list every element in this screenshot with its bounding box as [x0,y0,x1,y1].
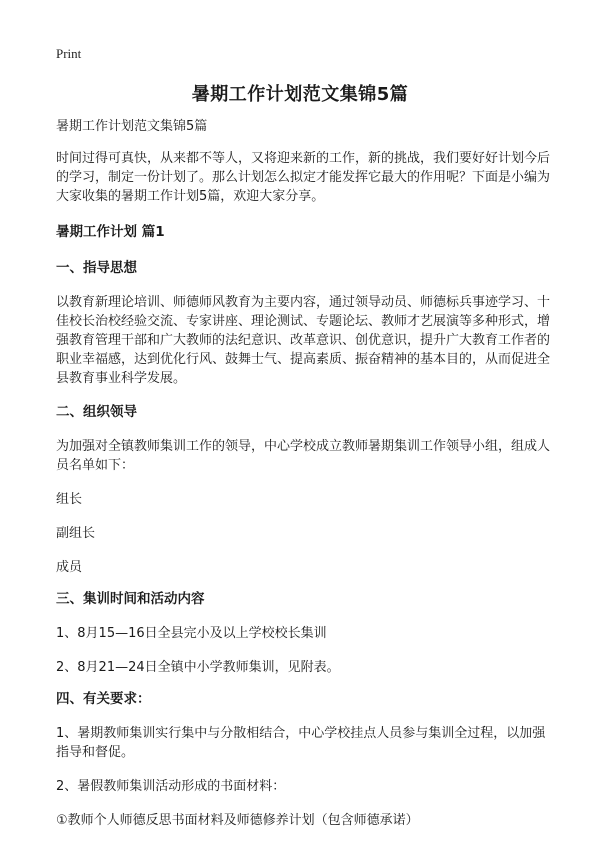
part-title: 暑期工作计划 篇1 [56,224,165,240]
intro-paragraph: 时间过得可真快，从来都不等人，又将迎来新的工作，新的挑战，我们要好好计划今后的学习，制定一份计划了。那么计划怎么拟定才能发挥它最大的作用呢？下面是小编为大家收集的暑期工作计划5篇，欢迎大家分享。 [56,151,551,204]
print-link[interactable]: Print [56,46,82,61]
requirement-item-1: 1、暑期教师集训实行集中与分散相结合，中心学校挂点人员参与集训全过程，以加强指导和督促。 [56,726,546,760]
schedule-item-2: 2、8月21—24日全镇中小学教师集训，见附表。 [56,660,340,675]
document-title: 暑期工作计划范文集锦5篇 [191,84,409,105]
document-subtitle: 暑期工作计划范文集锦5篇 [56,119,208,134]
guiding-ideology-paragraph: 以教育新理论培训、师德师风教育为主要内容，通过领导动员、师德标兵事迹学习、十佳校长治校经验交流、专家讲座、理论测试、专题论坛、教师才艺展演等多种形式，增强教育管理干部和广大教师的法纪意识、改革意识、创优意识，提升广大教育工作者的职业幸福感，达到优化行风、鼓舞士气、提高素质、振奋精神的基本目的，从而促进全县教育事业科学发展。 [56,295,551,386]
section-heading-schedule: 三、集训时间和活动内容 [56,591,205,607]
organization-paragraph: 为加强对全镇教师集训工作的领导，中心学校成立教师暑期集训工作领导小组，组成人员名单如下： [56,439,551,473]
requirement-subitem-1: ①教师个人师德反思书面材料及师德修养计划（包含师德承诺） [56,813,419,828]
requirement-item-2: 2、暑假教师集训活动形成的书面材料： [56,779,286,794]
role-leader: 组长 [56,492,83,507]
section-heading-organization: 二、组织领导 [56,404,137,420]
role-deputy-leader: 副组长 [56,526,96,541]
role-members: 成员 [56,560,83,575]
document-body [56,117,556,845]
section-heading-requirements: 四、有关要求： [56,691,151,707]
section-heading-guiding-ideology: 一、指导思想 [56,260,137,276]
schedule-item-1: 1、8月15—16日全县完小及以上学校校长集训 [56,626,327,641]
